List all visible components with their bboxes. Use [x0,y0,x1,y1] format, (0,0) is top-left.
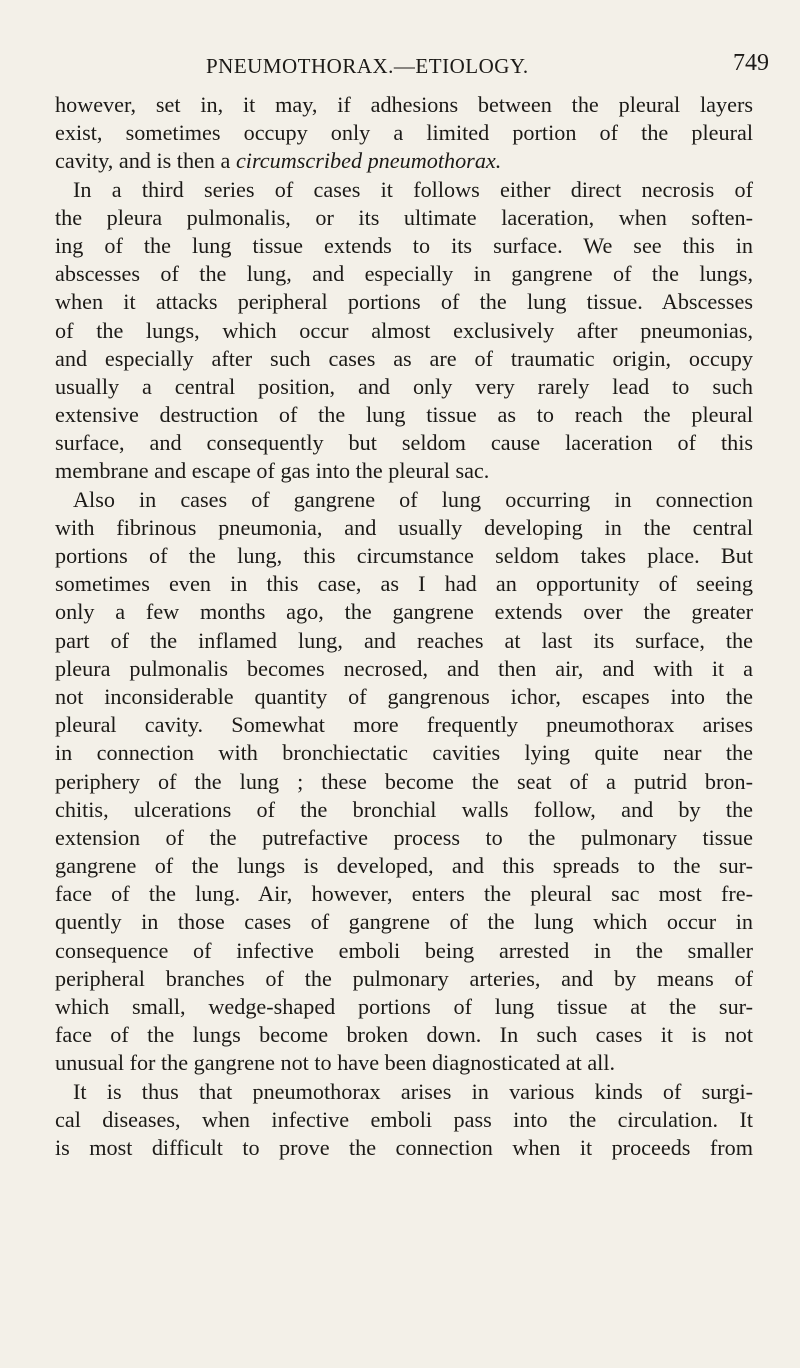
text-line: ing of the lung tissue extends to its surface. We see this in [55,232,753,258]
text-line: usually a central position, and only very rarely lead to such [55,373,753,399]
text-line-lead: cavity, and is then a [55,148,236,174]
text-line: pleural cavity. Somewhat more frequently pneumothorax arises [55,712,753,738]
text-line: with fibrinous pneumonia, and usually developing in the central [55,514,753,540]
text-line: unusual for the gangrene not to have been diagnosticated at all. [55,1050,616,1076]
text-line: surface, and consequently but seldom cause laceration of this [55,430,753,456]
text-line: periphery of the lung ; these become the seat of a putrid bron- [55,768,753,794]
text-line: quently in those cases of gangrene of the lung which occur in [55,909,753,935]
text-line: abscesses of the lung, and especially in gangrene of the lungs, [55,261,753,287]
text-line: is most difficult to prove the connection when it proceeds from [55,1134,753,1160]
text-line: extension of the putrefactive process to the pulmonary tissue [55,824,753,850]
text-line: portions of the lung, this circumstance seldom takes place. But [55,543,753,568]
text-line: part of the inflamed lung, and reaches at last its surface, the [55,627,753,653]
text-line: face of the lung. Air, however, enters the pleural sac most fre- [55,881,753,907]
text-line: however, set in, it may, if adhesions between the pleural layers [55,92,753,117]
page-number: 749 [733,50,769,76]
text-line: gangrene of the lungs is developed, and this spreads to the sur- [55,853,753,879]
text-line: face of the lungs become broken down. In such cases it is not [55,1022,753,1048]
text-line: when it attacks peripheral portions of the lung tissue. Abscesses [55,289,753,315]
text-line: peripheral branches of the pulmonary arteries, and by means of [55,965,753,991]
paragraph-start-line: In a third series of cases it follows either direct necrosis of [73,176,753,202]
text-line: extensive destruction of the lung tissue as to reach the pleural [55,402,753,428]
running-title: PNEUMOTHORAX.—ETIOLOGY. [206,54,529,78]
running-head [0,50,800,80]
text-line: and especially after such cases as are of traumatic origin, occupy [55,345,753,371]
text-line: consequence of infective emboli being arrested in the smaller [55,937,753,963]
text-line: only a few months ago, the gangrene extends over the greater [55,599,753,625]
text-line [55,147,753,175]
text-line: not inconsiderable quantity of gangrenous ichor, escapes into the [55,683,753,709]
text-line: the pleura pulmonalis, or its ultimate laceration, when soften- [55,204,753,230]
text-line: sometimes even in this case, as I had an opportunity of seeing [55,571,753,597]
text-line: pleura pulmonalis becomes necrosed, and then air, and with it a [55,655,753,681]
text-line: membrane and escape of gas into the pleural sac. [55,458,490,484]
text-line: in connection with bronchiectatic cavities lying quite near the [55,740,753,766]
text-line: chitis, ulcerations of the bronchial walls follow, and by the [55,796,753,822]
body-text [55,91,753,1162]
text-line: cal diseases, when infective emboli pass into the circulation. It [55,1106,753,1132]
italic-term: circumscribed pneumothorax. [235,148,502,174]
paragraph-start-line: It is thus that pneumothorax arises in various kinds of surgi- [73,1078,753,1104]
paragraph-start-line: Also in cases of gangrene of lung occurring in connection [73,486,753,512]
text-line: exist, sometimes occupy only a limited portion of the pleural [55,120,753,146]
text-line: which small, wedge-shaped portions of lung tissue at the sur- [55,994,753,1019]
text-line: of the lungs, which occur almost exclusively after pneumonias, [55,317,753,343]
